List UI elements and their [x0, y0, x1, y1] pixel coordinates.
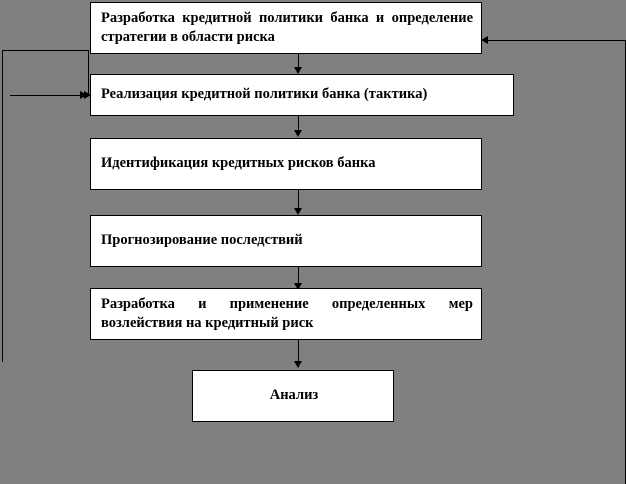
connector-3-4-arrowhead [294, 208, 302, 215]
feedback-right-horizontal [488, 40, 626, 41]
feedback-left-inner-horizontal [10, 95, 82, 96]
process-box-identification-label: Идентификация кредитных рисков банка [101, 155, 376, 172]
process-box-identification [90, 138, 482, 190]
process-box-measures-label: Разработка и применение определенных мер возлействия на кредитный риск [101, 295, 473, 331]
process-box-analysis-label: Анализ [269, 387, 319, 404]
feedback-left-outer-vertical [2, 50, 3, 362]
feedback-right-arrowhead [481, 36, 488, 44]
feedback-left-outer-horizontal [2, 50, 88, 51]
process-box-forecasting [90, 215, 482, 267]
process-box-measures [90, 288, 482, 340]
connector-5-6-arrowhead [294, 361, 302, 368]
process-box-analysis [192, 370, 394, 422]
connector-2-3-arrowhead [294, 130, 302, 137]
process-box-strategy [90, 2, 482, 54]
feedback-left-inner-arrowhead [80, 91, 87, 99]
process-box-forecasting-label: Прогнозирование последствий [101, 232, 303, 249]
process-box-implementation-label: Реализация кредитной политики банка (тактика) [101, 86, 428, 103]
connector-1-2-arrowhead [294, 67, 302, 74]
process-box-strategy-label: Разработка кредитной политики банка и определение стратегии в области риска [101, 9, 473, 45]
process-box-implementation [90, 74, 514, 116]
feedback-left-outer-drop [88, 50, 89, 95]
